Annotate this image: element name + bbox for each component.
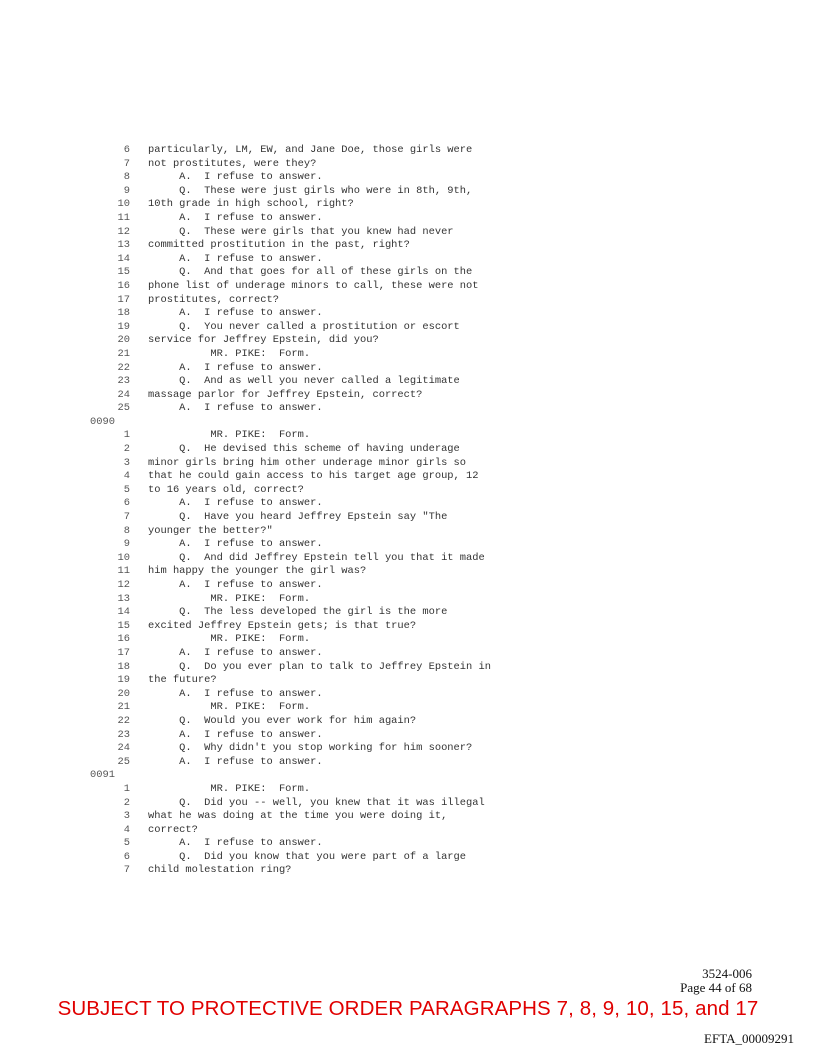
line-number: 10 — [117, 198, 130, 211]
line-text: massage parlor for Jeffrey Epstein, correct? — [148, 388, 423, 401]
line-text: child molestation ring? — [148, 864, 292, 877]
line-number: 15 — [117, 619, 130, 632]
transcript-line — [90, 171, 610, 185]
line-text: A. I refuse to answer. — [148, 211, 323, 224]
page-break-marker — [90, 769, 610, 783]
transcript-line — [90, 633, 610, 647]
line-text: A. I refuse to answer. — [148, 837, 323, 850]
line-number: 24 — [117, 388, 130, 401]
transcript-line — [90, 280, 610, 294]
transcript-line — [90, 674, 610, 688]
line-number: 19 — [117, 320, 130, 333]
line-number: 25 — [117, 755, 130, 768]
line-text: Q. You never called a prostitution or escort — [148, 320, 460, 333]
transcript-line — [90, 620, 610, 634]
line-text: MR. PIKE: Form. — [148, 429, 311, 442]
line-number: 22 — [117, 361, 130, 374]
line-number: 7 — [123, 511, 130, 524]
transcript-line — [90, 402, 610, 416]
line-text: A. I refuse to answer. — [148, 538, 323, 551]
transcript-line — [90, 212, 610, 226]
transcript-line — [90, 742, 610, 756]
line-text: Q. And that goes for all of these girls on the — [148, 266, 473, 279]
line-number: 22 — [117, 714, 130, 727]
transcript-line — [90, 321, 610, 335]
transcript-line — [90, 334, 610, 348]
line-text: A. I refuse to answer. — [148, 579, 323, 591]
transcript-line — [90, 443, 610, 457]
line-text: A. I refuse to answer. — [148, 402, 323, 415]
line-number: 23 — [117, 375, 130, 388]
line-number: 7 — [123, 864, 130, 877]
line-text: A. I refuse to answer. — [148, 497, 323, 510]
line-number: 5 — [123, 483, 130, 496]
transcript-line — [90, 294, 610, 308]
line-text: excited Jeffrey Epstein gets; is that true? — [148, 619, 417, 632]
line-number: 21 — [117, 701, 130, 714]
line-number: 3 — [123, 456, 130, 469]
line-text: 10th grade in high school, right? — [148, 198, 354, 211]
line-number: 14 — [117, 606, 130, 619]
line-text: particularly, LM, EW, and Jane Doe, those girls were — [148, 144, 473, 156]
line-text: A. I refuse to answer. — [148, 687, 323, 700]
line-number: 0090 — [90, 415, 115, 428]
line-number: 7 — [123, 157, 130, 170]
line-text: MR. PIKE: Form. — [148, 592, 311, 605]
line-text: Q. These were just girls who were in 8th, 9th, — [148, 184, 473, 197]
line-number: 5 — [123, 837, 130, 850]
line-text: MR. PIKE: Form. — [148, 701, 311, 714]
line-text: correct? — [148, 823, 198, 836]
line-number: 18 — [117, 660, 130, 673]
transcript-body — [90, 144, 610, 878]
transcript-line — [90, 688, 610, 702]
transcript-line — [90, 810, 610, 824]
line-number: 25 — [117, 402, 130, 415]
line-number: 16 — [117, 633, 130, 646]
line-text: A. I refuse to answer. — [148, 171, 323, 184]
transcript-line — [90, 552, 610, 566]
line-number: 20 — [117, 334, 130, 347]
line-number: 6 — [123, 850, 130, 863]
document-page-info — [680, 967, 752, 995]
transcript-line — [90, 226, 610, 240]
line-text: Q. And did Jeffrey Epstein tell you that it made — [148, 551, 485, 564]
transcript-line — [90, 185, 610, 199]
line-number: 6 — [123, 144, 130, 156]
transcript-line — [90, 783, 610, 797]
line-number: 2 — [123, 796, 130, 809]
line-text: the future? — [148, 674, 217, 687]
line-number: 10 — [117, 551, 130, 564]
transcript-line — [90, 715, 610, 729]
line-text: committed prostitution in the past, right? — [148, 239, 410, 252]
transcript-line — [90, 429, 610, 443]
line-number: 11 — [117, 565, 130, 578]
transcript-line — [90, 375, 610, 389]
transcript-line — [90, 729, 610, 743]
line-text: Q. These were girls that you knew had never — [148, 225, 454, 238]
transcript-line — [90, 457, 610, 471]
line-text: Q. Did you know that you were part of a large — [148, 850, 467, 863]
transcript-line — [90, 661, 610, 675]
line-number: 1 — [123, 429, 130, 442]
document-code: 3524-006 — [702, 966, 752, 981]
transcript-line — [90, 824, 610, 838]
transcript-line — [90, 239, 610, 253]
transcript-line — [90, 647, 610, 661]
transcript-line — [90, 307, 610, 321]
line-text — [130, 769, 148, 783]
transcript-line — [90, 198, 610, 212]
line-text: Q. Would you ever work for him again? — [148, 714, 417, 727]
transcript-line — [90, 266, 610, 280]
line-text: prostitutes, correct? — [148, 293, 279, 306]
line-number: 14 — [117, 252, 130, 265]
line-text: that he could gain access to his target age group, 12 — [148, 470, 479, 483]
transcript-line — [90, 497, 610, 511]
transcript-line — [90, 511, 610, 525]
line-number: 16 — [117, 279, 130, 292]
line-text: Q. Why didn't you stop working for him sooner? — [148, 742, 473, 755]
transcript-line — [90, 837, 610, 851]
line-number: 11 — [117, 211, 130, 224]
transcript-line — [90, 484, 610, 498]
transcript-line — [90, 144, 610, 158]
line-text: MR. PIKE: Form. — [148, 347, 311, 360]
line-number: 13 — [117, 592, 130, 605]
line-number: 17 — [117, 646, 130, 659]
line-number: 0091 — [90, 769, 115, 782]
line-number: 8 — [123, 171, 130, 184]
line-number: 12 — [117, 579, 130, 591]
line-text: MR. PIKE: Form. — [148, 633, 311, 646]
line-text: Q. The less developed the girl is the more — [148, 606, 448, 619]
transcript-line — [90, 389, 610, 403]
line-number: 24 — [117, 742, 130, 755]
transcript-line — [90, 797, 610, 811]
transcript-line — [90, 756, 610, 770]
line-text: A. I refuse to answer. — [148, 361, 323, 374]
transcript-line — [90, 538, 610, 552]
transcript-line — [90, 701, 610, 715]
line-text — [130, 416, 148, 430]
line-text: Q. Did you -- well, you knew that it was illegal — [148, 796, 485, 809]
line-number: 19 — [117, 674, 130, 687]
line-number: 20 — [117, 687, 130, 700]
line-text: Q. Do you ever plan to talk to Jeffrey Epstein in — [148, 660, 491, 673]
transcript-line — [90, 158, 610, 172]
line-number: 15 — [117, 266, 130, 279]
line-number: 12 — [117, 225, 130, 238]
line-text: him happy the younger the girl was? — [148, 565, 367, 578]
transcript-line — [90, 470, 610, 484]
line-text: younger the better?" — [148, 524, 273, 537]
transcript-line — [90, 348, 610, 362]
line-text: A. I refuse to answer. — [148, 252, 323, 265]
line-text: A. I refuse to answer. — [148, 307, 323, 320]
line-number: 18 — [117, 307, 130, 320]
line-text: Q. Have you heard Jeffrey Epstein say "The — [148, 511, 448, 524]
line-text: to 16 years old, correct? — [148, 483, 304, 496]
line-text: A. I refuse to answer. — [148, 728, 323, 741]
line-text: Q. He devised this scheme of having underage — [148, 443, 460, 456]
page-number: Page 44 of 68 — [680, 980, 752, 995]
line-number: 2 — [123, 443, 130, 456]
transcript-line — [90, 525, 610, 539]
transcript-line — [90, 864, 610, 878]
line-text: MR. PIKE: Form. — [148, 782, 311, 795]
protective-order-notice: SUBJECT TO PROTECTIVE ORDER PARAGRAPHS 7, 8, 9, 10, 15, and 17 — [57, 997, 759, 1020]
line-text: not prostitutes, were they? — [148, 157, 317, 170]
transcript-line — [90, 579, 610, 593]
transcript-line — [90, 606, 610, 620]
line-text: Q. And as well you never called a legitimate — [148, 375, 460, 388]
transcript-line — [90, 362, 610, 376]
line-text: A. I refuse to answer. — [148, 755, 323, 768]
line-number: 17 — [117, 293, 130, 306]
line-number: 9 — [123, 538, 130, 551]
line-number: 4 — [123, 470, 130, 483]
line-text: minor girls bring him other underage minor girls so — [148, 456, 467, 469]
transcript-line — [90, 593, 610, 607]
line-number: 3 — [123, 810, 130, 823]
page-break-marker — [90, 416, 610, 430]
line-text: phone list of underage minors to call, these were not — [148, 279, 479, 292]
line-text: what he was doing at the time you were doing it, — [148, 810, 448, 823]
line-number: 8 — [123, 524, 130, 537]
line-number: 4 — [123, 823, 130, 836]
line-number: 1 — [123, 782, 130, 795]
line-text: service for Jeffrey Epstein, did you? — [148, 334, 379, 347]
transcript-line — [90, 565, 610, 579]
line-number: 21 — [117, 347, 130, 360]
line-number: 6 — [123, 497, 130, 510]
line-number: 23 — [117, 728, 130, 741]
transcript-line — [90, 851, 610, 865]
bates-number: EFTA_00009291 — [704, 1031, 794, 1046]
transcript-line — [90, 253, 610, 267]
line-text: A. I refuse to answer. — [148, 646, 323, 659]
line-number: 13 — [117, 239, 130, 252]
line-number: 9 — [123, 184, 130, 197]
